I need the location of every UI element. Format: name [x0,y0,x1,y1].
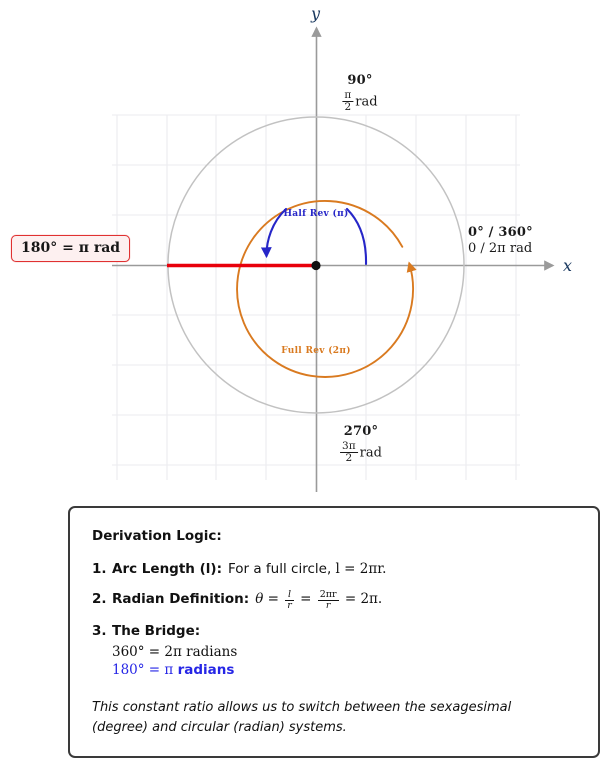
y-axis-label: y [311,4,321,23]
derivation-note: This constant ratio allows us to switch between the sexagesimal (degree) and circular (radian) systems. [92,700,512,735]
angle-label-90 [342,70,377,112]
x-axis-label: x [563,256,573,275]
item-2-number: 2. [92,591,107,608]
item-1-body-pre: For a full circle, [227,561,336,577]
rad-unit-top: rad [355,94,378,110]
item-3-heading: The Bridge: [112,623,201,639]
bridge-line-180 [112,662,576,678]
derivation-item-1 [92,561,576,577]
derivation-logic-panel [68,506,600,758]
item-2-eq2: = [300,591,312,608]
item-1-number: 1. [92,561,107,577]
axes [112,28,553,492]
derivation-item-3 [92,623,576,639]
half-rev-arc-label: Half Rev (π) [283,209,349,219]
angle-90-degrees: 90° [347,73,373,88]
angle-label-270 [340,421,382,463]
angle-90-radians [342,90,377,112]
fraction-l-over-r: $\frac{l}{r}$ [287,589,292,611]
item-2-eq3: = 2π. [344,591,383,608]
full-revolution-arc [226,190,425,389]
item-2-content [112,590,382,610]
item-1-body-math: l = 2πr. [335,561,387,577]
half-revolution-arc-right [347,209,366,264]
derivation-title: Derivation Logic: [92,528,222,544]
rad-unit-bottom: rad [359,445,382,461]
origin-dot [311,261,320,270]
full-rev-arc-label: Full Rev (2π) [281,346,351,356]
item-1-heading: Arc Length (l): [112,561,222,577]
angle-0-radians: 0 / 2π rad [468,240,533,256]
angle-270-radians [340,441,382,463]
pi-rad-callout: 180° = π rad [11,235,130,262]
derivation-item-2 [92,590,576,610]
angle-label-0-360 [468,222,533,257]
fraction-3pi-over-2: $\frac{3\pi}{2}$ [342,439,356,464]
angle-270-degrees: 270° [343,424,379,439]
item-2-theta: θ [255,591,264,608]
item-2-eq1: = [267,591,279,608]
fraction-pi-over-2: $\frac{\pi}{2}$ [344,88,352,113]
bridge-180-math: 180° = π [112,662,178,678]
fraction-2pir-over-r: $\frac{2\pi r}{r}$ [319,589,337,611]
item-3-number: 3. [92,623,107,639]
item-1-content [112,561,386,577]
bridge-line-360: 360° = 2π radians [112,644,238,660]
bridge-180-radians: radians [177,662,235,678]
item-2-heading: Radian Definition: [112,591,250,608]
angle-0-degrees: 0° / 360° [468,225,533,240]
